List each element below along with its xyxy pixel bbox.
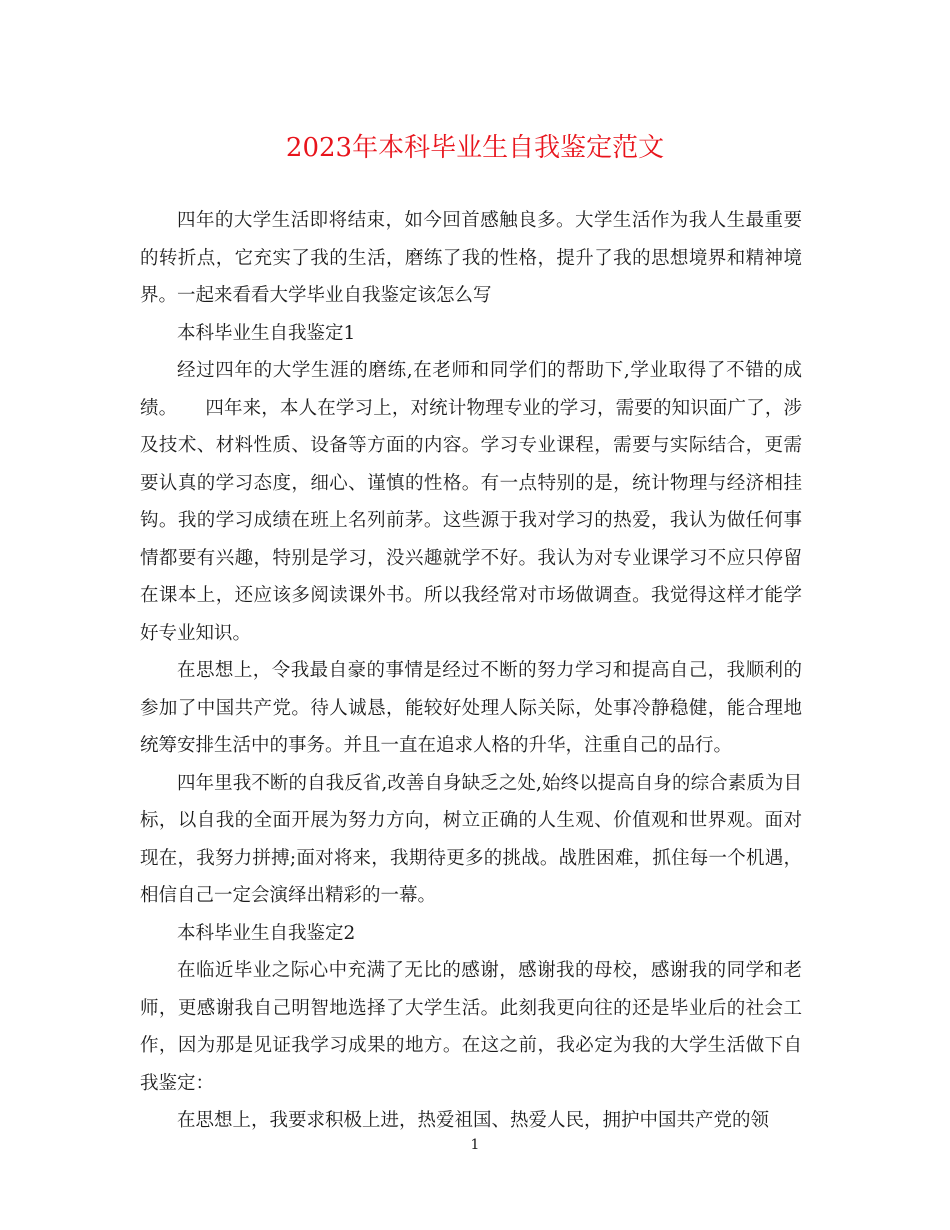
- document-title: 2023年本科毕业生自我鉴定范文: [285, 133, 665, 163]
- section-heading-1: 本科毕业生自我鉴定1: [177, 322, 356, 344]
- document-body: [140, 202, 802, 1140]
- paragraph-reflection: 四年里我不断的自我反省,改善自身缺乏之处,始终以提高自身的综合素质为目标，以自我的全面开展为努力方向，树立正确的人生观、价值观和世界观。面对现在，我努力拼搏;面对将来，我期待更多的挑战。战胜困难，抓住每一个机遇，相信自己一定会演绎出精彩的一幕。: [140, 772, 802, 906]
- paragraph-thought-2: 在思想上，我要求积极上进，热爱祖国、热爱人民，拥护中国共产党的领: [177, 1110, 770, 1131]
- paragraph-study: 经过四年的大学生涯的磨练,在老师和同学们的帮助下,学业取得了不错的成绩。 四年来，本人在学习上，对统计物理专业的学习，需要的知识面广了，涉及技术、材料性质、设备等方面的内容。学习专业课程，需要与实际结合，更需要认真的学习态度，细心、谨慎的性格。有一点特别的是，统计物理与经济相挂钩。我的学习成绩在班上名列前茅。这些源于我对学习的热爱，我认为做任何事情都要有兴趣，特别是学习，没兴趣就学不好。我认为对专业课学习不应只停留在课本上，还应该多阅读课外书。所以我经常对市场做调查。我觉得这样才能学好专业知识。: [140, 360, 802, 644]
- section-heading-2: 本科毕业生自我鉴定2: [177, 922, 356, 944]
- paragraph-thought: 在思想上，令我最自豪的事情是经过不断的努力学习和提高自己，我顺利的参加了中国共产党。待人诚恳，能较好处理人际关际，处事冷静稳健，能合理地统筹安排生活中的事务。并且一直在追求人格的升华，注重自己的品行。: [140, 660, 802, 756]
- paragraph-intro: 四年的大学生活即将结束，如今回首感触良多。大学生活作为我人生最重要的转折点，它充实了我的生活，磨练了我的性格，提升了我的思想境界和精神境界。一起来看看大学毕业自我鉴定该怎么写: [140, 210, 802, 306]
- paragraph-gratitude: 在临近毕业之际心中充满了无比的感谢，感谢我的母校，感谢我的同学和老师，更感谢我自己明智地选择了大学生活。此刻我更向往的还是毕业后的社会工作，因为那是见证我学习成果的地方。在这之前，我必定为我的大学生活做下自我鉴定：: [140, 960, 802, 1094]
- page-number: 1: [470, 1137, 480, 1153]
